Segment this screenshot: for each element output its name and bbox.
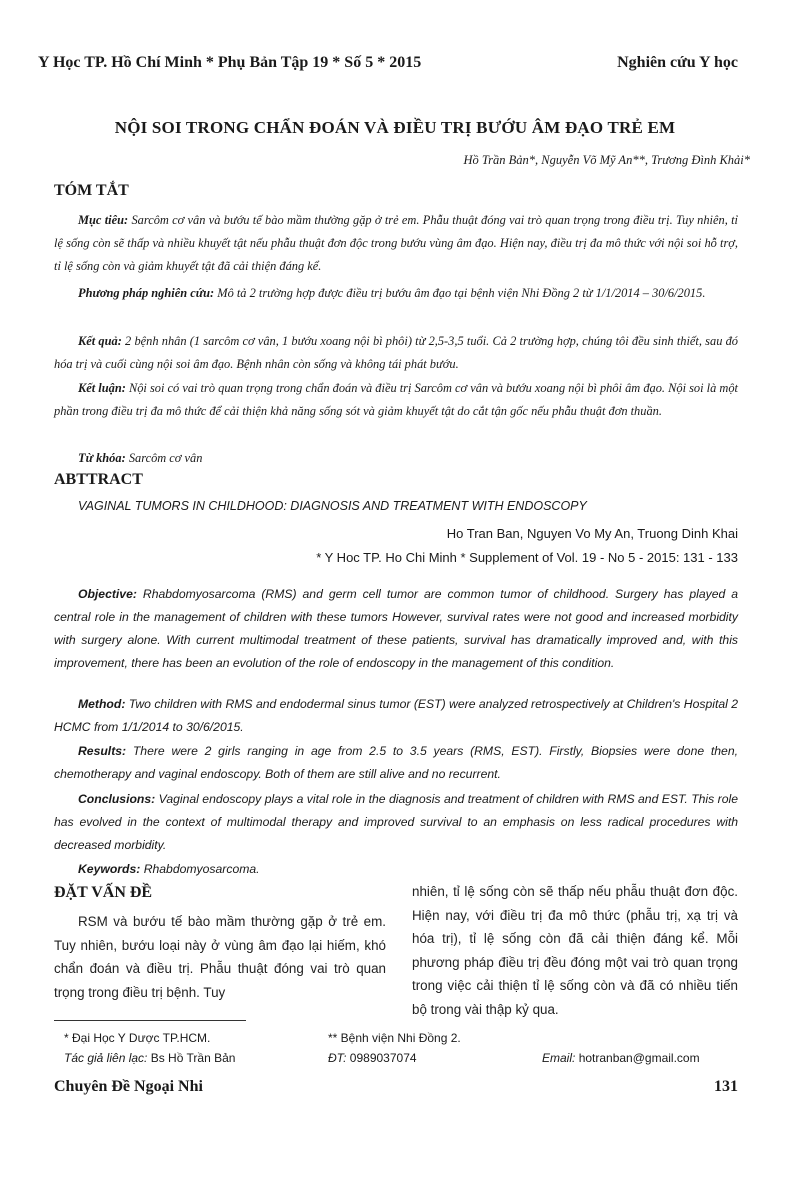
abstract-title: VAGINAL TUMORS IN CHILDHOOD: DIAGNOSIS AND TREATMENT WITH ENDOSCOPY: [78, 499, 587, 513]
summary-keywords: [54, 447, 738, 470]
abstract-keywords: [54, 858, 738, 881]
contact-label: Tác giả liên lạc:: [64, 1051, 148, 1065]
intro-col1: RSM và bướu tế bào mầm thường gặp ở trẻ em. Tuy nhiên, bướu loại này ở vùng âm đạo lại hiếm, khó chẩn đoán và điều trị. Phẫu thuật đóng vai trò quan trọng trong điều trị bệnh. Tuy: [54, 914, 386, 1000]
keywords-label: Từ khóa:: [78, 451, 126, 465]
results-label: Kết quả:: [78, 334, 122, 348]
footnote-rule: [54, 1020, 246, 1021]
objective-text: Sarcôm cơ vân và bướu tế bào mầm thường gặp ở trẻ em. Phẫu thuật đóng vai trò quan trọng trong điều trị. Tuy nhiên, tỉ lệ sống còn sẽ thấp và nhiều khuyết tật nếu phẫu thuật đơn độc trong bướu vùng âm đạo. Hiện nay, điều trị đa mô thức với nội soi hỗ trợ, tỉ lệ sống còn và giảm khuyết tật đã cải thiện đáng kể.: [54, 213, 738, 273]
abstract-results: [54, 740, 738, 786]
email-label: Email:: [542, 1051, 576, 1065]
abstract-authors: Ho Tran Ban, Nguyen Vo My An, Truong Dinh Khai: [446, 526, 738, 541]
footnote-affil-1: * Đại Học Y Dược TP.HCM.: [64, 1031, 211, 1045]
summary-objective: [54, 209, 738, 278]
summary-results: [54, 330, 738, 376]
authors-vi: Hồ Trần Bản*, Nguyễn Võ Mỹ An**, Trương Đình Khải*: [463, 153, 750, 167]
footnote-contact: [64, 1051, 235, 1065]
results-text: 2 bệnh nhân (1 sarcôm cơ vân, 1 bướu xoang nội bì phôi) từ 2,5-3,5 tuổi. Cả 2 trường hợp, chúng tôi đều sinh thiết, sau đó hóa trị và cuối cùng nội soi âm đạo. Bệnh nhân còn sống và không tái phát bướu.: [54, 334, 738, 371]
conclusion-text: Nội soi có vai trò quan trọng trong chẩn đoán và điều trị Sarcôm cơ vân và bướu xoang nội bì phôi âm đạo. Nội soi là một phần trong điều trị đa mô thức để cải thiện khả năng sống sót và giảm khuyết tật do cắt tận gốc nếu phẫu thuật đơn thuần.: [54, 381, 738, 418]
footer-title: Chuyên Đề Ngoại Nhi: [54, 1078, 203, 1095]
abstract-method: [54, 693, 738, 739]
summary-conclusion: [54, 377, 738, 423]
abstract-conclusion: [54, 788, 738, 857]
en-keywords-text: Rhabdomyosarcoma.: [143, 862, 260, 876]
en-results-label: Results:: [78, 744, 127, 758]
phone-value: 0989037074: [349, 1051, 417, 1065]
abstract-citation: * Y Hoc TP. Ho Chi Minh * Supplement of Vol. 19 - No 5 - 2015: 131 - 133: [316, 550, 738, 565]
abstract-objective: [54, 583, 738, 675]
article-title: NỘI SOI TRONG CHẨN ĐOÁN VÀ ĐIỀU TRỊ BƯỚU ÂM ĐẠO TRẺ EM: [114, 118, 676, 137]
footnote-phone: [328, 1051, 417, 1065]
section-header: Nghiên cứu Y học: [617, 54, 738, 71]
conclusion-label: Kết luận:: [78, 381, 126, 395]
en-method-label: Method:: [78, 697, 126, 711]
summary-heading: TÓM TẮT: [54, 182, 129, 199]
en-objective-label: Objective:: [78, 587, 137, 601]
abstract-heading: ABTTRACT: [54, 471, 143, 488]
intro-heading: ĐẶT VẤN ĐỀ: [54, 884, 153, 901]
en-conclusion-label: Conclusions:: [78, 792, 156, 806]
intro-col2: nhiên, tỉ lệ sống còn sẽ thấp nếu phẫu thuật đơn độc. Hiện nay, với điều trị đa mô thức (phẫu trị, xạ trị và hóa trị), tỉ lệ sống còn đã cải thiện đáng kể. Mỗi phương pháp điều trị đều đóng một vai trò quan trọng trong việc cải thiện tỉ lệ sống còn và đã có nhiều tiến bộ trong vài thập kỷ qua.: [412, 884, 738, 1017]
method-label: Phương pháp nghiên cứu:: [78, 286, 215, 300]
phone-label: ĐT:: [328, 1051, 347, 1065]
en-keywords-label: Keywords:: [78, 862, 141, 876]
page-number: 131: [714, 1078, 738, 1095]
footnote-affil-2: ** Bệnh viện Nhi Đồng 2.: [328, 1031, 461, 1045]
objective-label: Mục tiêu:: [78, 213, 129, 227]
summary-method: [54, 282, 738, 305]
journal-header: Y Học TP. Hồ Chí Minh * Phụ Bản Tập 19 * Số 5 * 2015: [38, 54, 422, 71]
contact-name: Bs Hồ Trần Bản: [150, 1051, 236, 1065]
email-value: hotranban@gmail.com: [578, 1051, 700, 1065]
keywords-text: Sarcôm cơ vân: [128, 451, 203, 465]
footnote-email: [542, 1051, 700, 1065]
en-results-text: There were 2 girls ranging in age from 2.5 to 3.5 years (RMS, EST). Firstly, Biopsies were done then, chemotherapy and vaginal endoscopy. Both of them are still alive and no recurrent.: [54, 744, 738, 781]
en-conclusion-text: Vaginal endoscopy plays a vital role in the diagnosis and treatment of children with RMS and EST. This role has evolved in the context of multimodal therapy and improved survival to an emphasis on less radical procedures with decreased morbidity.: [54, 792, 738, 852]
en-method-text: Two children with RMS and endodermal sinus tumor (EST) were analyzed retrospectively at Children's Hospital 2 HCMC from 1/1/2014 to 30/6/2015.: [54, 697, 738, 734]
method-text: Mô tả 2 trường hợp được điều trị bướu âm đạo tại bệnh viện Nhi Đồng 2 từ 1/1/2014 – 30/6/2015.: [217, 286, 706, 300]
en-objective-text: Rhabdomyosarcoma (RMS) and germ cell tumor are common tumor of childhood. Surgery has played a central role in the management of children with these tumors However, survival rates were not good and increased morbidity with surgery alone. With current multimodal treatment of these patients, survival has dramatically improved and, with this improvement, there has been an evolution of the role of endoscopy in the management of this condition.: [54, 587, 739, 670]
